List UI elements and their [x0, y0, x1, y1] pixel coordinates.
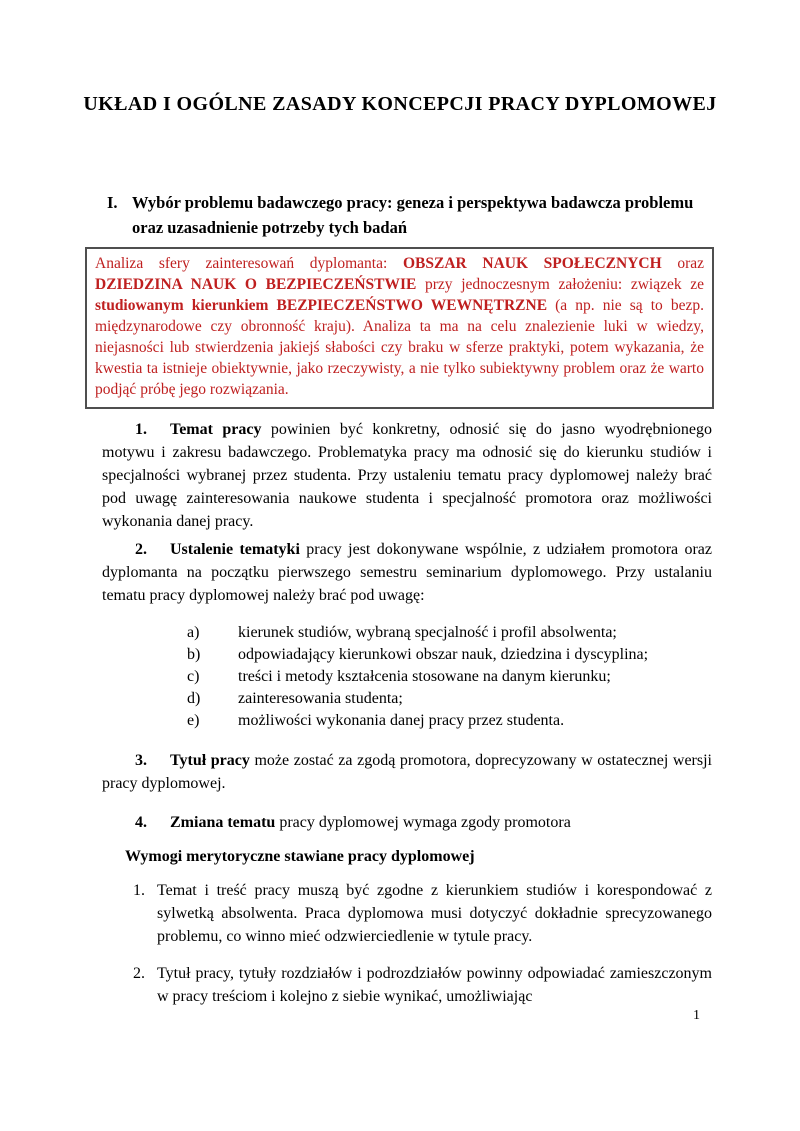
- list-item-marker: a): [187, 624, 200, 641]
- paragraph-text: pracy jest dokonywane wspólnie, z udziałem promotora oraz dyplomanta na początku pierwszego semestru seminarium dyplomowego. Przy ustalaniu tematu pracy dyplomowej należy brać pod uwagę:: [102, 541, 713, 604]
- list-item: [187, 622, 712, 644]
- paragraph-temat-pracy: [102, 418, 712, 533]
- paragraph-tytul-pracy: [102, 749, 712, 795]
- list-item: [187, 710, 712, 732]
- list-item-text: odpowiadający kierunkowi obszar nauk, dziedzina i dyscyplina;: [238, 646, 649, 663]
- list-item-text: Temat i treść pracy muszą być zgodne z kierunkiem studiów i korespondować z sylwetką absolwenta. Praca dyplomowa musi dotyczyć dokładnie sprecyzowanego problemu, co winno mieć odzwierciedlenie w tytule pracy.: [157, 882, 712, 945]
- page-number: 1: [693, 1008, 700, 1023]
- list-item-requirement: [133, 962, 712, 1008]
- list-item: [187, 666, 712, 688]
- paragraph-text: pracy dyplomowej wymaga zgody promotora: [275, 814, 571, 831]
- list-item-marker: b): [187, 646, 201, 663]
- paragraph-number: 2.: [135, 541, 147, 558]
- list-item-marker: d): [187, 690, 201, 707]
- section-heading-text: Wybór problemu badawczego pracy: geneza i perspektywa badawcza problemu oraz uzasadnienie potrzeby tych badań: [132, 193, 694, 237]
- document-title: UKŁAD I OGÓLNE ZASADY KONCEPCJI PRACY DYPLOMOWEJ: [83, 93, 717, 115]
- analysis-note-text: Analiza sfery zainteresowań dyplomanta: OBSZAR NAUK SPOŁECZNYCH oraz DZIEDZINA NAUK O BEZPIECZEŃSTWIE przy jednoczesnym założeniu: związek ze studiowanym kierunkiem BEZPIECZEŃSTWO WEWNĘTRZNE (a np. nie są to bezp. międzynarodowe czy obronność kraju). Analiza ta ma na celu znalezienie luki w wiedzy, niejasności lub stwierdzenia jakiejś słabości czy braku w sferze praktyki, potem wykazania, że kwestia ta istnieje obiektywnie, jako rzeczywisty, a nie tylko subiektywny problem oraz że warto podjąć próbę jego rozwiązania.: [95, 255, 705, 398]
- criteria-list: [187, 622, 712, 732]
- paragraph-number: 4.: [135, 814, 147, 831]
- paragraph-text: powinien być konkretny, odnosić się do jasno wyodrębnionego motywu i zakresu badawczego. Problematyka pracy ma odnosić się do kierunku studiów i specjalności wybranej przez studenta. Przy ustaleniu tematu pracy dyplomowej należy brać pod uwagę zainteresowania naukowe studenta i specjalność promotora oraz możliwości wykonania danej pracy.: [102, 421, 712, 530]
- list-item-text: kierunek studiów, wybraną specjalność i profil absolwenta;: [238, 624, 617, 641]
- paragraph-lead: Zmiana tematu: [170, 814, 276, 831]
- list-item-text: treści i metody kształcenia stosowane na danym kierunku;: [238, 668, 611, 685]
- paragraph-zmiana-tematu: [102, 811, 712, 834]
- requirements-heading: Wymogi merytoryczne stawiane pracy dyplomowej: [125, 848, 475, 865]
- list-item: [187, 644, 712, 666]
- paragraph-number: 1.: [135, 421, 147, 438]
- analysis-note-box: [85, 247, 714, 409]
- list-item-marker: e): [187, 712, 200, 729]
- section-heading: [107, 190, 710, 240]
- paragraph-lead: Ustalenie tematyki: [170, 541, 300, 558]
- list-item-text: Tytuł pracy, tytuły rozdziałów i podrozdziałów powinny odpowiadać zamieszczonym w pracy treściom i kolejno z siebie wynikać, umożliwiając: [157, 965, 712, 1005]
- list-item-marker: 1.: [133, 882, 145, 899]
- section-numeral: I.: [107, 193, 118, 212]
- paragraph-lead: Tytuł pracy: [170, 752, 250, 769]
- paragraph-number: 3.: [135, 752, 147, 769]
- list-item-text: zainteresowania studenta;: [238, 690, 403, 707]
- paragraph-text: może zostać za zgodą promotora, doprecyzowany w ostatecznej wersji pracy dyplomowej.: [102, 752, 712, 792]
- paragraph-lead: Temat pracy: [170, 421, 262, 438]
- list-item-text: możliwości wykonania danej pracy przez studenta.: [238, 712, 565, 729]
- list-item-marker: c): [187, 668, 200, 685]
- list-item-marker: 2.: [133, 965, 145, 982]
- list-item: [187, 688, 712, 710]
- list-item-requirement: [133, 879, 712, 948]
- paragraph-ustalenie-tematyki: [102, 538, 712, 607]
